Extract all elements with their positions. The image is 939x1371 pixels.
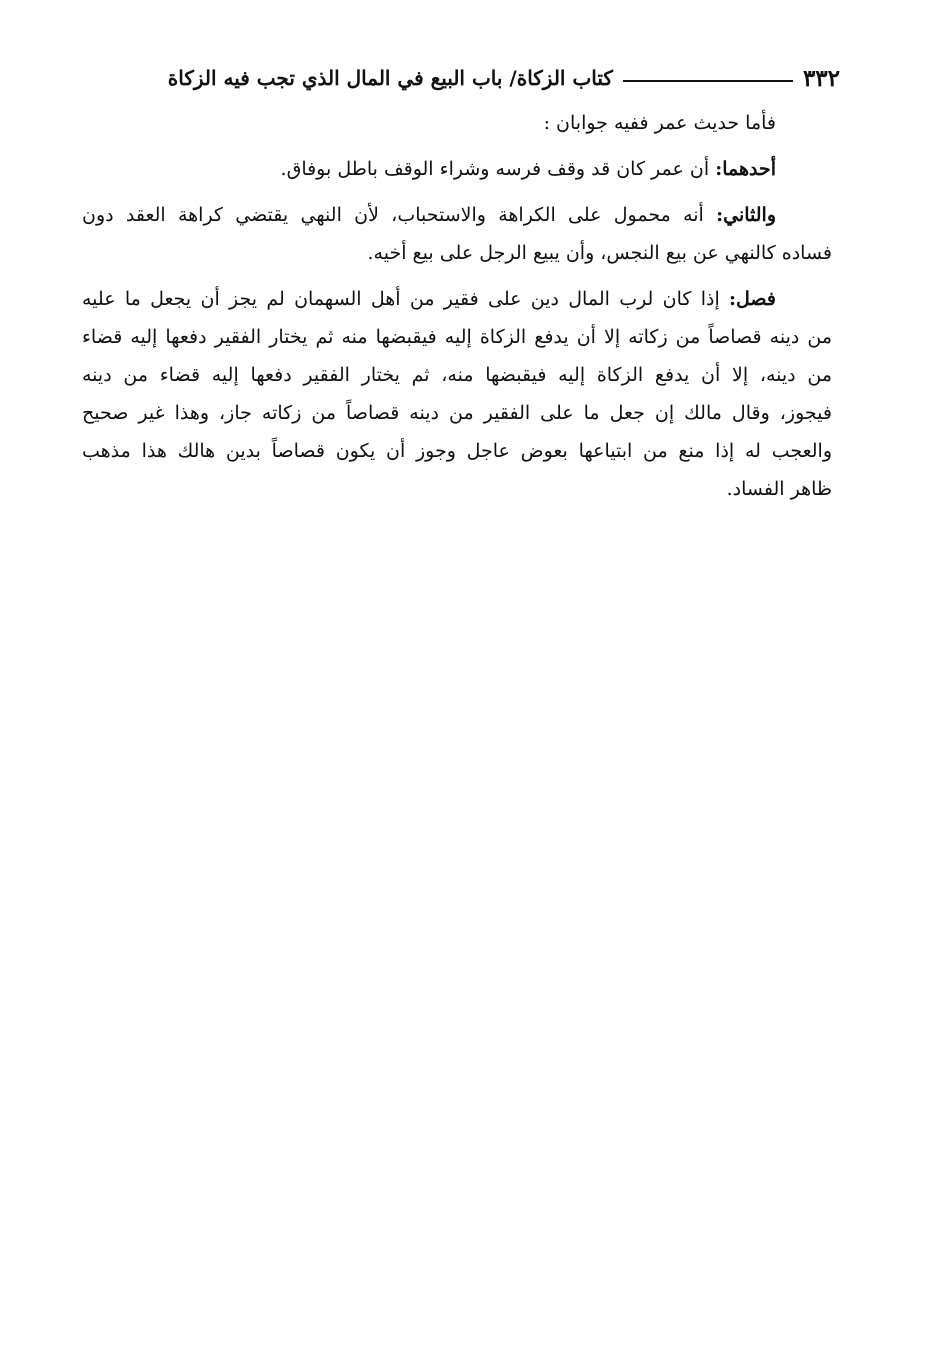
paragraph-lead: فصل: [729,288,776,310]
text-line: فساده كالنهي عن بيع النجس، وأن يبيع الرجل على بيع أخيه. [367,242,832,264]
text-line: من دينه، إلا أن يدفع الزكاة إليه فيقبضها منه، ثم يختار الفقير دفعها إليه قضاء من دينه [82,364,832,386]
page-number: ٣٣٢ [802,64,840,92]
text-line [82,280,776,318]
paragraph-lead: أحدهما: [715,158,776,180]
text-line: والعجب له إذا منع من ابتياعها بعوض عاجل وجوز أن يكون قصاصاً بدين هالك هذا مذهب [82,440,832,462]
running-title: كتاب الزكاة/ باب البيع في المال الذي تجب فيه الزكاة [167,66,613,90]
page-body [82,104,832,516]
paragraph-second-answer [82,196,832,272]
text-run: أنه محمول على الكراهة والاستحباب، لأن النهي يقتضي كراهة العقد دون [82,204,717,226]
paragraph-intro [82,104,832,142]
text-run: أن عمر كان قد وقف فرسه وشراء الوقف باطل بوفاق. [280,158,716,180]
page-header [82,60,840,96]
paragraph-lead: والثاني: [716,204,776,226]
text-line [82,196,776,234]
text-line: فيجوز، وقال مالك إن جعل ما على الفقير من دينه قصاصاً من زكاته جاز، وهذا غير صحيح [82,402,832,424]
text-run: إذا كان لرب المال دين على فقير من أهل السهمان لم يجز أن يجعل ما عليه [82,288,730,310]
text-line: فأما حديث عمر ففيه جوابان : [543,112,776,134]
paragraph-fasl [82,280,832,508]
text-line [82,150,776,188]
text-line: من دينه قصاصاً من زكاته إلا أن يدفع الزكاة إليه فيقبضها منه ثم يختار الفقير دفعها إليه قضاء [82,326,832,348]
header-rule [623,80,793,82]
text-line: ظاهر الفساد. [726,478,832,500]
paragraph-first-answer [82,150,832,188]
